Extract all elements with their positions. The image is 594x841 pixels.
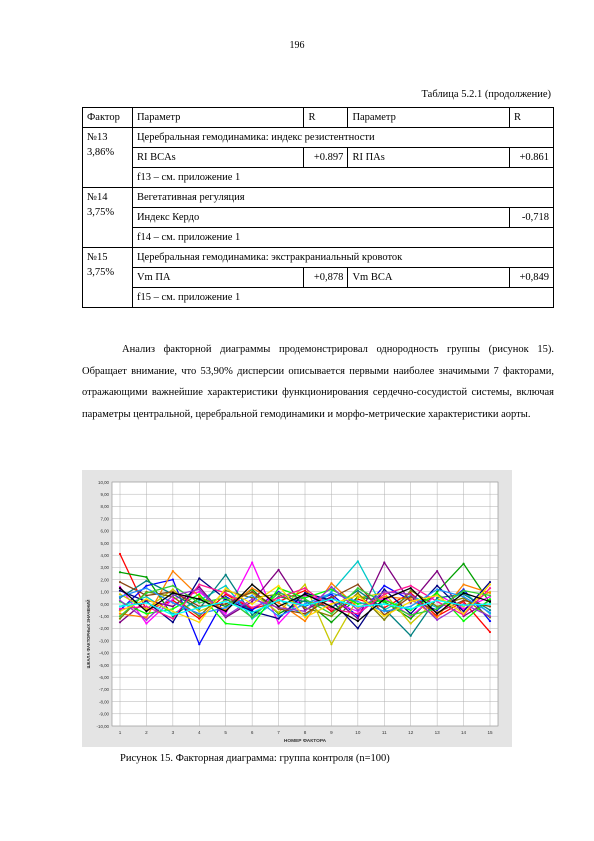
data-point: [357, 600, 359, 602]
factor-table: [82, 107, 554, 308]
data-point: [251, 591, 253, 593]
data-point: [198, 593, 200, 595]
data-point: [251, 598, 253, 600]
data-point: [145, 610, 147, 612]
parameter-name: Vm BCA: [348, 268, 510, 288]
data-point: [277, 585, 279, 587]
data-point: [119, 605, 121, 607]
data-point: [383, 619, 385, 621]
body-paragraph: Анализ факторной диаграммы продемонстрировал однородность группы (рисунок 15). Обращает внимание, что 53,90% дисперсии описывается первыми наиболее значимыми 7 факторами, отражающими важнейшие характеристики функционирования сердечно-сосудистой системы, включая параметры центральной, церебральной гемодинамики и морфо-метрические характеристики аорты.: [82, 344, 554, 420]
data-point: [145, 585, 147, 587]
header-parameter: Параметр: [132, 108, 304, 128]
data-point: [357, 589, 359, 591]
data-point: [119, 587, 121, 589]
data-point: [225, 622, 227, 624]
data-point: [198, 610, 200, 612]
data-point: [330, 592, 332, 594]
data-point: [410, 593, 412, 595]
data-point: [462, 583, 464, 585]
data-point: [489, 587, 491, 589]
data-point: [251, 614, 253, 616]
data-point: [119, 610, 121, 612]
data-point: [462, 613, 464, 615]
data-point: [357, 620, 359, 622]
data-point: [251, 625, 253, 627]
data-point: [225, 574, 227, 576]
factor-cell: [83, 248, 133, 308]
data-point: [225, 615, 227, 617]
data-point: [304, 604, 306, 606]
data-point: [172, 585, 174, 587]
data-point: [462, 596, 464, 598]
data-point: [330, 621, 332, 623]
parameter-name: Индекс Кердо: [132, 208, 509, 228]
data-point: [198, 602, 200, 604]
data-point: [277, 618, 279, 620]
data-point: [277, 605, 279, 607]
data-point: [462, 599, 464, 601]
data-point: [172, 579, 174, 581]
data-point: [436, 585, 438, 587]
data-point: [330, 608, 332, 610]
data-point: [489, 598, 491, 600]
data-point: [198, 621, 200, 623]
table-row: [83, 168, 554, 188]
data-point: [119, 581, 121, 583]
data-point: [251, 594, 253, 596]
table-row: [83, 268, 554, 288]
factor-id: №14: [87, 192, 108, 203]
y-tick-label: 3,00: [100, 565, 109, 571]
parameter-name: Vm ПА: [132, 268, 304, 288]
data-point: [489, 583, 491, 585]
data-point: [119, 571, 121, 573]
factor-diagram-figure: [82, 470, 512, 747]
data-point: [383, 585, 385, 587]
factor-percent: 3,86%: [87, 147, 115, 158]
figure-caption: Рисунок 15. Факторная диаграмма: группа контроля (n=100): [120, 753, 390, 764]
factor-percent: 3,75%: [87, 207, 115, 218]
data-point: [119, 613, 121, 615]
factor-title: Церебральная гемодинамика: экстракраниальный кровоток: [132, 248, 553, 268]
data-point: [357, 583, 359, 585]
data-point: [172, 608, 174, 610]
y-tick-label: 0,00: [100, 601, 109, 607]
data-point: [172, 618, 174, 620]
data-point: [383, 610, 385, 612]
data-point: [383, 561, 385, 563]
x-tick-label: 1: [118, 730, 122, 735]
data-point: [304, 598, 306, 600]
data-point: [225, 610, 227, 612]
parameter-r: +0,878: [304, 268, 348, 288]
data-point: [410, 622, 412, 624]
data-point: [410, 596, 412, 598]
data-point: [330, 603, 332, 605]
data-point: [357, 627, 359, 629]
data-point: [304, 600, 306, 602]
data-point: [330, 598, 332, 600]
data-point: [383, 608, 385, 610]
y-axis-label: ШКАЛА ФАКТОРНЫХ ЗНАЧЕНИЙ: [86, 599, 91, 669]
y-tick-label: -8,00: [98, 699, 109, 705]
data-point: [172, 621, 174, 623]
data-point: [198, 618, 200, 620]
data-point: [410, 608, 412, 610]
data-point: [489, 620, 491, 622]
header-r: R: [304, 108, 348, 128]
data-point: [198, 577, 200, 579]
data-point: [251, 561, 253, 563]
data-point: [462, 563, 464, 565]
data-point: [357, 587, 359, 589]
data-point: [410, 585, 412, 587]
header-parameter: Параметр: [348, 108, 510, 128]
y-tick-label: -3,00: [98, 638, 109, 644]
data-point: [198, 588, 200, 590]
data-point: [251, 583, 253, 585]
data-point: [462, 604, 464, 606]
factor-id: №13: [87, 132, 108, 143]
data-point: [172, 594, 174, 596]
factor-cell: [83, 128, 133, 188]
x-tick-label: 9: [330, 730, 333, 735]
data-point: [489, 603, 491, 605]
data-point: [172, 598, 174, 600]
data-point: [225, 597, 227, 599]
data-point: [304, 587, 306, 589]
data-point: [330, 586, 332, 588]
data-point: [410, 635, 412, 637]
data-point: [304, 620, 306, 622]
y-tick-label: 6,00: [100, 528, 109, 534]
data-point: [357, 594, 359, 596]
data-point: [304, 610, 306, 612]
data-point: [357, 597, 359, 599]
factor-cell: [83, 188, 133, 248]
factor-diagram-chart: [82, 470, 512, 747]
data-point: [251, 616, 253, 618]
data-point: [357, 605, 359, 607]
data-point: [489, 631, 491, 633]
y-tick-label: -7,00: [98, 687, 109, 693]
header-r: R: [509, 108, 553, 128]
factor-percent: 3,75%: [87, 267, 115, 278]
factor-note: f14 – см. приложение 1: [132, 228, 553, 248]
data-point: [383, 588, 385, 590]
table-row: [83, 248, 554, 268]
data-point: [119, 589, 121, 591]
data-point: [489, 609, 491, 611]
y-tick-label: -6,00: [98, 675, 109, 680]
data-point: [383, 603, 385, 605]
x-tick-label: 7: [277, 730, 280, 735]
y-tick-label: -9,00: [98, 711, 109, 717]
data-point: [277, 622, 279, 624]
data-point: [119, 596, 121, 598]
page-number: 196: [289, 40, 305, 51]
data-point: [489, 605, 491, 607]
x-tick-label: 10: [355, 730, 361, 735]
data-point: [383, 615, 385, 617]
y-tick-label: -10,00: [96, 723, 109, 729]
data-point: [225, 607, 227, 609]
parameter-name: RI ПАs: [348, 148, 510, 168]
data-point: [436, 605, 438, 607]
data-point: [119, 618, 121, 620]
y-tick-label: 4,00: [100, 553, 109, 558]
data-point: [489, 600, 491, 602]
data-point: [145, 616, 147, 618]
y-tick-label: -5,00: [98, 662, 109, 668]
header-factor: Фактор: [83, 108, 133, 128]
data-point: [145, 594, 147, 596]
data-point: [145, 608, 147, 610]
data-point: [145, 580, 147, 582]
factor-title: Вегетативная регуляция: [132, 188, 553, 208]
data-point: [462, 592, 464, 594]
data-point: [462, 589, 464, 591]
parameter-r: +0.861: [509, 148, 553, 168]
data-point: [145, 602, 147, 604]
data-point: [304, 589, 306, 591]
y-tick-label: 8,00: [100, 504, 109, 510]
data-point: [357, 618, 359, 620]
data-point: [436, 588, 438, 590]
table-row: [83, 128, 554, 148]
parameter-r: +0,849: [509, 268, 553, 288]
data-point: [145, 598, 147, 600]
data-point: [383, 598, 385, 600]
x-tick-label: 2: [145, 730, 148, 735]
data-point: [172, 570, 174, 572]
data-point: [357, 560, 359, 562]
data-point: [330, 582, 332, 584]
y-tick-label: -4,00: [98, 650, 109, 656]
data-point: [251, 600, 253, 602]
data-point: [277, 592, 279, 594]
data-point: [119, 593, 121, 595]
data-point: [410, 600, 412, 602]
data-point: [145, 587, 147, 589]
data-point: [357, 609, 359, 611]
x-tick-label: 5: [224, 730, 227, 735]
data-point: [357, 613, 359, 615]
data-point: [251, 607, 253, 609]
y-tick-label: -2,00: [98, 626, 109, 632]
y-tick-label: -1,00: [98, 614, 109, 619]
data-point: [410, 587, 412, 589]
data-point: [410, 598, 412, 600]
data-point: [436, 597, 438, 599]
y-tick-label: 10,00: [98, 479, 109, 485]
data-point: [251, 611, 253, 613]
data-point: [119, 553, 121, 555]
data-point: [489, 592, 491, 594]
data-point: [172, 610, 174, 612]
x-tick-label: 12: [408, 730, 414, 735]
data-point: [304, 616, 306, 618]
table-caption: Таблица 5.2.1 (продолжение): [421, 89, 551, 100]
data-point: [198, 643, 200, 645]
data-point: [330, 643, 332, 645]
data-point: [251, 603, 253, 605]
table-row: [83, 228, 554, 248]
data-point: [330, 613, 332, 615]
data-point: [489, 615, 491, 617]
data-point: [119, 599, 121, 601]
data-point: [145, 613, 147, 615]
data-point: [172, 588, 174, 590]
parameter-name: RI BCAs: [132, 148, 304, 168]
data-point: [383, 593, 385, 595]
parameter-r: +0.897: [304, 148, 348, 168]
data-point: [436, 599, 438, 601]
y-tick-label: 5,00: [100, 540, 109, 546]
data-point: [119, 615, 121, 617]
factor-note: f13 – см. приложение 1: [132, 168, 553, 188]
data-point: [489, 611, 491, 613]
data-point: [462, 620, 464, 622]
data-point: [277, 597, 279, 599]
data-point: [436, 616, 438, 618]
x-tick-label: 13: [434, 730, 440, 735]
data-point: [436, 619, 438, 621]
data-point: [251, 587, 253, 589]
data-point: [436, 594, 438, 596]
data-point: [198, 598, 200, 600]
y-tick-label: 1,00: [100, 589, 109, 595]
data-point: [410, 589, 412, 591]
y-tick-label: 9,00: [100, 492, 109, 497]
data-point: [436, 608, 438, 610]
data-point: [172, 605, 174, 607]
data-point: [330, 610, 332, 612]
data-point: [277, 602, 279, 604]
data-point: [277, 611, 279, 613]
table-row: [83, 188, 554, 208]
parameter-r: -0,718: [509, 208, 553, 228]
data-point: [145, 592, 147, 594]
x-tick-label: 8: [303, 730, 307, 735]
data-point: [489, 581, 491, 583]
data-point: [119, 608, 121, 610]
data-point: [489, 594, 491, 596]
table-row: [83, 288, 554, 308]
data-point: [225, 585, 227, 587]
data-point: [225, 587, 227, 589]
data-point: [145, 605, 147, 607]
data-point: [410, 605, 412, 607]
data-point: [225, 600, 227, 602]
data-point: [198, 615, 200, 617]
factor-title: Церебральная гемодинамика: индекс резистентности: [132, 128, 553, 148]
data-point: [304, 607, 306, 609]
data-point: [277, 569, 279, 571]
data-point: [304, 593, 306, 595]
x-tick-label: 3: [171, 730, 175, 735]
factor-id: №15: [87, 252, 108, 263]
data-point: [330, 615, 332, 617]
data-point: [436, 613, 438, 615]
x-tick-label: 11: [381, 730, 387, 735]
data-point: [198, 607, 200, 609]
data-point: [410, 614, 412, 616]
data-point: [225, 603, 227, 605]
data-point: [145, 619, 147, 621]
y-tick-label: 2,00: [100, 577, 109, 583]
data-point: [172, 602, 174, 604]
data-point: [198, 613, 200, 615]
data-point: [145, 576, 147, 578]
x-tick-label: 14: [461, 730, 467, 735]
data-point: [330, 605, 332, 607]
y-tick-label: 7,00: [100, 516, 109, 522]
data-point: [383, 596, 385, 598]
table-row: [83, 148, 554, 168]
data-point: [436, 570, 438, 572]
data-point: [225, 592, 227, 594]
data-point: [330, 588, 332, 590]
data-point: [436, 592, 438, 594]
x-tick-label: 4: [198, 730, 201, 735]
data-point: [357, 603, 359, 605]
data-point: [277, 615, 279, 617]
data-point: [119, 621, 121, 623]
table-header-row: [83, 108, 554, 128]
data-point: [198, 583, 200, 585]
data-point: [172, 614, 174, 616]
x-tick-label: 15: [487, 730, 493, 735]
x-tick-label: 6: [250, 730, 254, 735]
data-point: [410, 618, 412, 620]
data-point: [145, 622, 147, 624]
data-point: [383, 591, 385, 593]
factor-note: f15 – см. приложение 1: [132, 288, 553, 308]
data-point: [357, 592, 359, 594]
data-point: [277, 599, 279, 601]
data-point: [304, 613, 306, 615]
data-point: [172, 592, 174, 594]
x-axis-label: НОМЕР ФАКТОРА: [283, 739, 327, 744]
data-point: [304, 583, 306, 585]
table-row: [83, 208, 554, 228]
